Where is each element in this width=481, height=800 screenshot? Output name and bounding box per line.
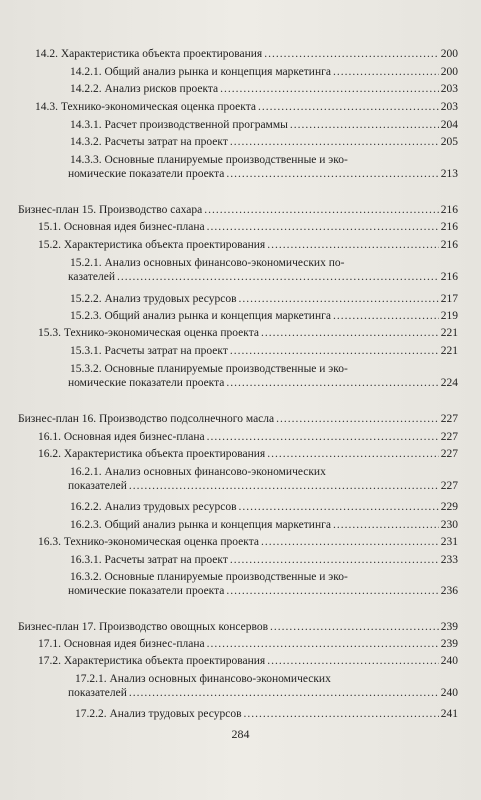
toc-entry-title: 14.2.2. Анализ рисков проекта <box>70 83 219 95</box>
toc-entry-page: 236 <box>440 585 458 597</box>
toc-entry-title: 15.3.2. Основные планируемые производственные и эко- <box>70 363 348 375</box>
toc-entry-title: Бизнес-план 17. Производство овощных консервов <box>18 621 269 633</box>
toc-entry-line <box>70 518 458 532</box>
toc-entry-page: 227 <box>440 431 458 443</box>
toc-entry-line <box>68 479 458 493</box>
toc-entry-line <box>38 654 458 668</box>
toc-entry <box>38 654 458 668</box>
toc-entry-line <box>70 82 458 96</box>
toc-entry-page: 224 <box>440 377 458 389</box>
toc-entry <box>38 637 458 651</box>
toc-entry <box>38 535 458 549</box>
dot-leader <box>261 535 439 549</box>
toc-entry-line <box>70 553 458 567</box>
toc-entry-page: 240 <box>440 687 458 699</box>
dot-leader <box>220 82 439 96</box>
toc-entry <box>70 292 458 306</box>
toc-entry-line <box>38 430 458 444</box>
toc-entry-title: номические показатели проекта <box>68 168 225 180</box>
toc-entry <box>70 153 458 181</box>
toc-entry-page: 204 <box>440 119 458 131</box>
toc-entry-line <box>18 412 458 426</box>
toc-entry-line <box>68 686 458 700</box>
toc-entry-title: 16.2.1. Анализ основных финансово-экономических <box>70 466 326 478</box>
toc-entry <box>38 447 458 461</box>
toc-entry-title: 14.3.2. Расчеты затрат на проект <box>70 136 228 148</box>
toc-entry <box>18 620 458 634</box>
toc-entry-title: 15.2.3. Общий анализ рынка и концепция маркетинга <box>70 310 331 322</box>
dot-leader <box>239 292 439 306</box>
toc-entry-page: 216 <box>440 271 458 283</box>
toc-entry-page: 227 <box>440 480 458 492</box>
toc-entry-title: 15.2.1. Анализ основных финансово-экономических по- <box>70 257 345 269</box>
toc-entry-line <box>38 326 458 340</box>
toc-entry-title: 14.3.3. Основные планируемые производственные и эко- <box>70 154 348 166</box>
dot-leader <box>207 430 439 444</box>
toc-entry-line <box>75 672 458 686</box>
dot-leader <box>333 65 439 79</box>
toc-entry <box>35 100 458 114</box>
dot-leader <box>267 238 439 252</box>
dot-leader <box>258 100 439 114</box>
dot-leader <box>117 270 439 284</box>
toc-entry-line <box>70 153 458 167</box>
toc-entry <box>38 430 458 444</box>
dot-leader <box>129 479 439 493</box>
toc-entry-page: 239 <box>440 621 458 633</box>
toc-entry-line <box>70 309 458 323</box>
toc-entry <box>70 65 458 79</box>
dot-leader <box>276 412 439 426</box>
toc-entry-title: 17.1. Основная идея бизнес-плана <box>38 638 205 650</box>
toc-entry-title: 16.3. Технико-экономическая оценка проекта <box>38 536 259 548</box>
toc-entry-line <box>35 100 458 114</box>
toc-entry-title: 17.2. Характеристика объекта проектирования <box>38 655 266 667</box>
toc-entry-title: 15.2. Характеристика объекта проектирования <box>38 239 266 251</box>
toc-entry-line <box>70 500 458 514</box>
toc-entry-title: 16.3.2. Основные планируемые производственные и эко- <box>70 571 348 583</box>
toc-entry-line <box>38 447 458 461</box>
toc-entry <box>70 570 458 598</box>
dot-leader <box>204 203 439 217</box>
toc-entry-title: 17.2.1. Анализ основных финансово-экономических <box>75 673 331 685</box>
toc-entry-title: 15.3. Технико-экономическая оценка проекта <box>38 327 259 339</box>
toc-entry-title: 16.1. Основная идея бизнес-плана <box>38 431 205 443</box>
toc-entry <box>38 238 458 252</box>
toc-entry-title: 16.3.1. Расчеты затрат на проект <box>70 554 228 566</box>
dot-leader <box>226 376 438 390</box>
toc-entry-page: 216 <box>440 239 458 251</box>
dot-leader <box>264 47 439 61</box>
toc-entry <box>70 500 458 514</box>
toc-entry <box>38 220 458 234</box>
toc-entry-title: показателей <box>68 480 127 492</box>
toc-entry-line <box>70 570 458 584</box>
dot-leader <box>267 654 439 668</box>
toc-entry <box>70 309 458 323</box>
toc-entry-page: 239 <box>440 638 458 650</box>
dot-leader <box>270 620 439 634</box>
toc-entry <box>70 518 458 532</box>
toc-entry-page: 240 <box>440 655 458 667</box>
toc-entry-title: номические показатели проекта <box>68 377 225 389</box>
dot-leader <box>207 637 439 651</box>
toc-entry-page: 227 <box>440 448 458 460</box>
dot-leader <box>290 118 439 132</box>
dot-leader <box>129 686 439 700</box>
toc-entry <box>18 203 458 217</box>
toc-entry-page: 227 <box>440 413 458 425</box>
toc-entry-line <box>38 637 458 651</box>
toc-entry-page: 205 <box>440 136 458 148</box>
toc-entry-title: казателей <box>68 271 115 283</box>
toc-entry-page: 231 <box>440 536 458 548</box>
dot-leader <box>267 447 439 461</box>
toc-entry-title: номические показатели проекта <box>68 585 225 597</box>
toc-entry-line <box>68 167 458 181</box>
toc-entry-title: Бизнес-план 16. Производство подсолнечного масла <box>18 413 275 425</box>
toc-entry-page: 216 <box>440 204 458 216</box>
dot-leader <box>239 500 439 514</box>
toc-entry-page: 241 <box>440 708 458 720</box>
toc-entry-line <box>68 584 458 598</box>
toc-entry-page: 217 <box>440 293 458 305</box>
toc-entry-title: 15.1. Основная идея бизнес-плана <box>38 221 205 233</box>
toc-entry-title: 16.2. Характеристика объекта проектирования <box>38 448 266 460</box>
dot-leader <box>230 344 439 358</box>
toc-entry-page: 219 <box>440 310 458 322</box>
toc-entry-title: 14.3. Технико-экономическая оценка проекта <box>35 101 256 113</box>
toc-entry-page: 216 <box>440 221 458 233</box>
toc-entry-page: 203 <box>440 83 458 95</box>
dot-leader <box>333 518 439 532</box>
toc-entry-line <box>38 220 458 234</box>
toc-entry-line <box>70 292 458 306</box>
toc-entry <box>70 82 458 96</box>
toc-entry-page: 200 <box>440 48 458 60</box>
toc-entry-title: 14.3.1. Расчет производственной программы <box>70 119 288 131</box>
toc-entry-page: 233 <box>440 554 458 566</box>
page-number: 284 <box>231 727 250 741</box>
toc-entry-line <box>35 47 458 61</box>
toc-entry-title: 17.2.2. Анализ трудовых ресурсов <box>75 708 242 720</box>
toc-entry <box>70 256 458 284</box>
toc-entry-title: 16.2.3. Общий анализ рынка и концепция маркетинга <box>70 519 331 531</box>
toc-entry-title: 16.2.2. Анализ трудовых ресурсов <box>70 501 237 513</box>
toc-entry-line <box>70 65 458 79</box>
toc-entry <box>75 707 458 721</box>
dot-leader <box>230 135 439 149</box>
dot-leader <box>333 309 439 323</box>
toc-entry-line <box>70 256 458 270</box>
toc-entry-title: показателей <box>68 687 127 699</box>
toc-entry-line <box>70 362 458 376</box>
toc-entry-page: 221 <box>440 327 458 339</box>
toc-entry-title: 14.2. Характеристика объекта проектирования <box>35 48 263 60</box>
toc-entry-page: 230 <box>440 519 458 531</box>
toc-entry <box>18 412 458 426</box>
dot-leader <box>207 220 439 234</box>
toc-entry-page: 213 <box>440 168 458 180</box>
toc-entry-line <box>70 135 458 149</box>
toc-entry-page: 200 <box>440 66 458 78</box>
dot-leader <box>226 167 438 181</box>
toc-entry <box>70 465 458 493</box>
toc-entry-page: 221 <box>440 345 458 357</box>
toc-entry-line <box>68 376 458 390</box>
dot-leader <box>244 707 439 721</box>
toc-entry <box>70 362 458 390</box>
toc-entry-page: 229 <box>440 501 458 513</box>
toc-entry-line <box>70 118 458 132</box>
toc-entry <box>38 326 458 340</box>
toc-entry-line <box>75 707 458 721</box>
toc-entry-line <box>70 344 458 358</box>
toc-entry-title: 15.2.2. Анализ трудовых ресурсов <box>70 293 237 305</box>
toc-entry-line <box>70 465 458 479</box>
toc-entry <box>70 344 458 358</box>
toc-entry <box>35 47 458 61</box>
dot-leader <box>226 584 438 598</box>
toc-entry-line <box>68 270 458 284</box>
toc-entry-page: 203 <box>440 101 458 113</box>
toc-entry <box>70 118 458 132</box>
toc-entry-line <box>38 535 458 549</box>
toc-entry-title: 15.3.1. Расчеты затрат на проект <box>70 345 228 357</box>
toc-entry-line <box>18 203 458 217</box>
toc-entry-title: 14.2.1. Общий анализ рынка и концепция маркетинга <box>70 66 331 78</box>
toc-entry <box>70 553 458 567</box>
toc-entry-line <box>38 238 458 252</box>
dot-leader <box>261 326 439 340</box>
toc-entry <box>68 672 458 700</box>
toc-entry-line <box>18 620 458 634</box>
toc-entry-title: Бизнес-план 15. Производство сахара <box>18 204 203 216</box>
dot-leader <box>230 553 439 567</box>
toc-entry <box>70 135 458 149</box>
